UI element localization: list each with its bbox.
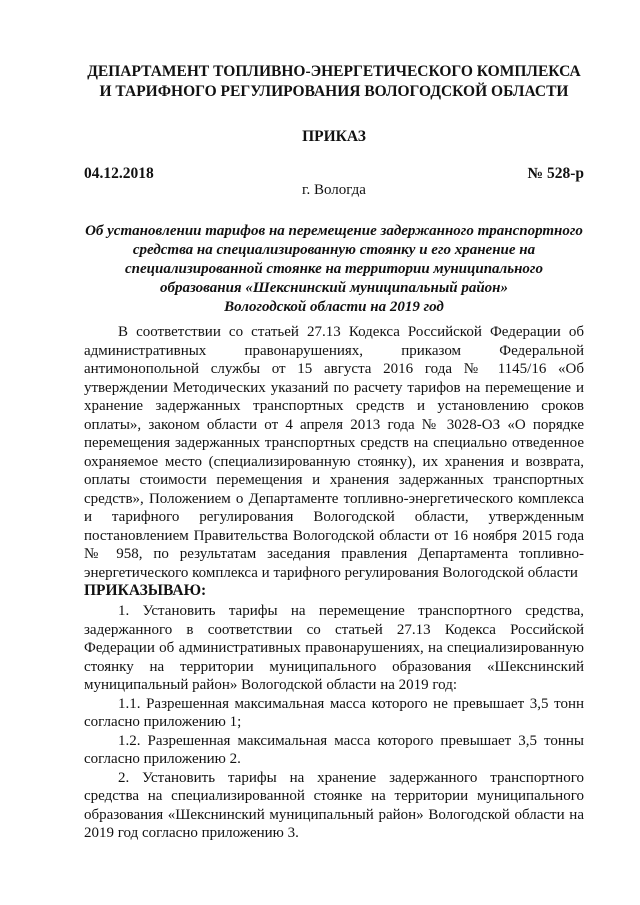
department-line-2: И ТАРИФНОГО РЕГУЛИРОВАНИЯ ВОЛОГОДСКОЙ ОБЛАСТИ <box>99 83 569 100</box>
order-word: ПРИКАЗЫВАЮ: <box>84 582 207 599</box>
order-item-1: 1. Установить тарифы на перемещение транспортного средства, задержанного в соответствии со статьей 27.13 Кодекса Российской Федерации об административных правонарушениях, на специализированную стоянку на территории муниципального образования «Шекснинский муниципальный район» Вологодской области на 2019 год: <box>84 603 584 693</box>
document-date: 04.12.2018 <box>84 165 154 182</box>
preamble <box>84 323 584 601</box>
title-line-4: образования «Шекснинский муниципальный район» <box>160 280 508 296</box>
title-line-5: Вологодской области на 2019 год <box>224 299 444 315</box>
title-line-2: средства на специализированную стоянку и его хранение на <box>132 242 536 258</box>
document-title <box>84 222 584 317</box>
department-header <box>84 62 584 102</box>
document-type: ПРИКАЗ <box>302 128 366 145</box>
order-items <box>84 602 584 843</box>
order-item-1-2: 1.2. Разрешенная максимальная масса которого превышает 3,5 тонны согласно приложению 2. <box>84 732 584 767</box>
preamble-paragraph <box>84 323 584 601</box>
document-city: г. Вологда <box>302 182 366 198</box>
department-line-1: ДЕПАРТАМЕНТ ТОПЛИВНО-ЭНЕРГЕТИЧЕСКОГО КОМПЛЕКСА <box>87 63 581 80</box>
document-number: № 528-р <box>527 165 584 182</box>
order-item-2: 2. Установить тарифы на хранение задержанного транспортного средства на специализированной стоянке на территории муниципального образования «Шекснинский муниципальный район» Вологодской области на 2019 год согласно приложению 3. <box>84 769 584 841</box>
title-line-1: Об установлении тарифов на перемещение задержанного транспортного <box>85 223 583 239</box>
order-item-1-1: 1.1. Разрешенная максимальная масса которого не превышает 3,5 тонн согласно приложению 1; <box>84 695 584 730</box>
preamble-text: В соответствии со статьей 27.13 Кодекса Российской Федерации об административных правонарушениях, приказом Федеральной антимонопольной службы от 15 августа 2016 года № 1145/16 «Об утверждении Методических указаний по расчету тарифов на перемещение и хранение задержанных транспортных средств и установлению сроков оплаты», законом области от 4 апреля 2013 года № 3028-ОЗ «О порядке перемещения задержанных транспортных средств на специально отведенное охраняемое место (специализированную стоянку), их хранения и возврата, оплаты стоимости перемещения и хранения задержанных транспортных средств», Положением о Департаменте топливно-энергетического комплекса и тарифного регулирования Вологодской области, утвержденным постановлением Правительства Вологодской области от 16 ноября 2015 года № 958, по результатам заседания правления Департамента топливно-энергетического комплекса и тарифного регулирования Вологодской области <box>84 324 584 581</box>
title-line-3: специализированной стоянке на территории муниципального <box>125 261 543 277</box>
